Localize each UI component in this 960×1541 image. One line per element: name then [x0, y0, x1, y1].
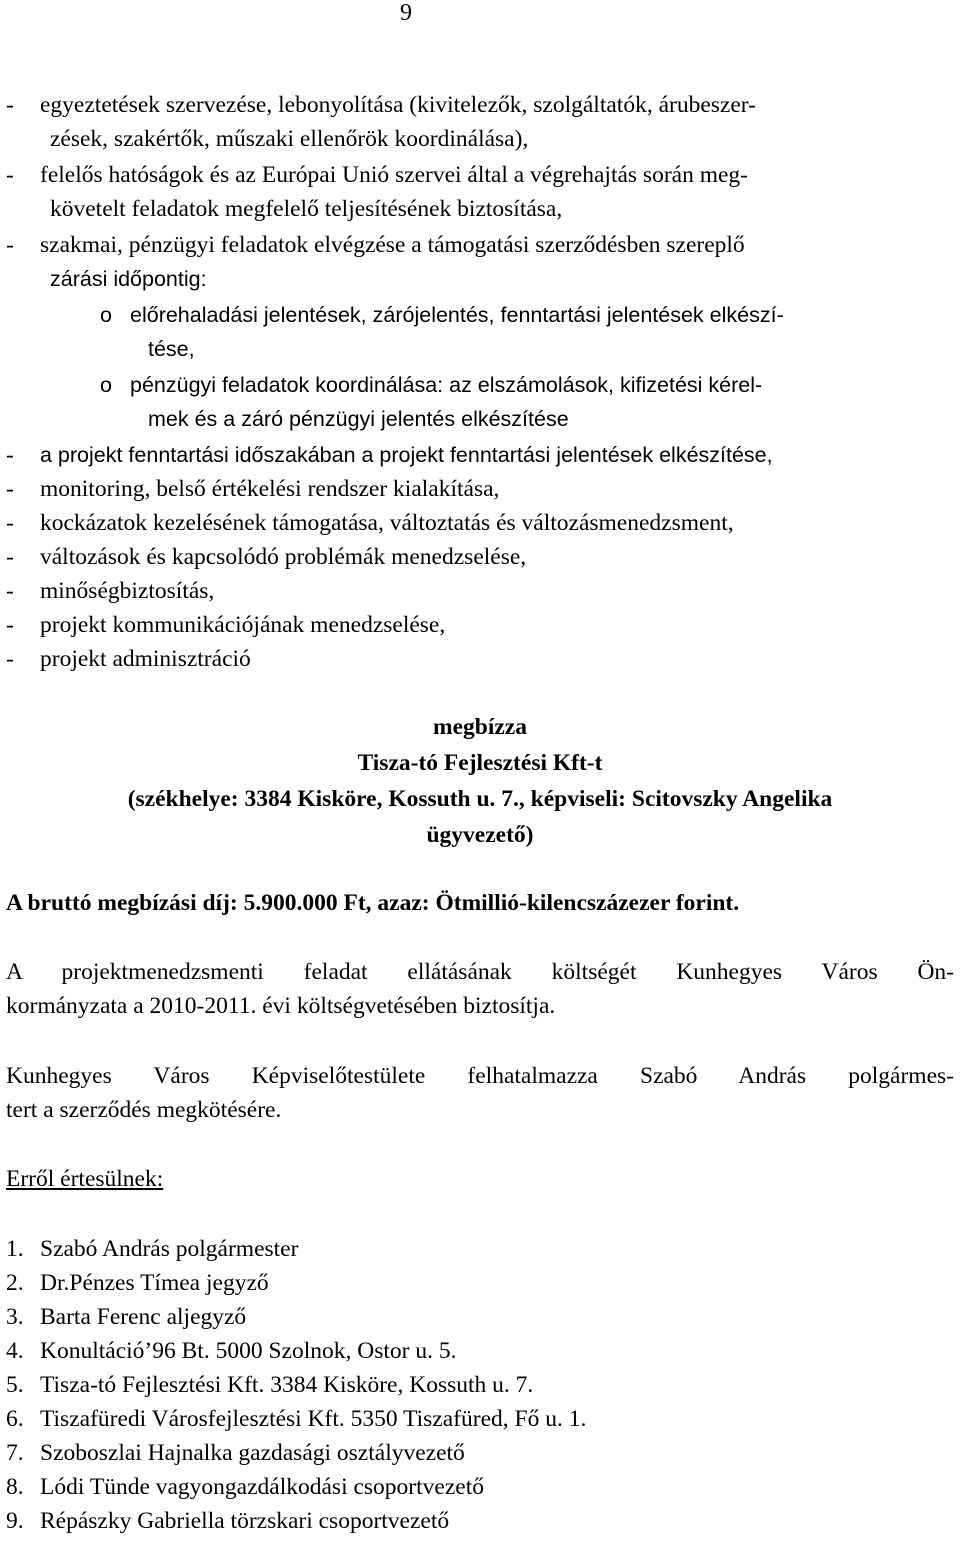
subtask-text-cont: mek és a záró pénzügyi jelentés elkészítése	[148, 407, 569, 431]
recipient-text: Szabó András polgármester	[40, 1236, 299, 1262]
recipient-number: 9.	[6, 1508, 24, 1534]
recipient-text: Konultáció’96 Bt. 5000 Szolnok, Ostor u. 5.	[40, 1338, 457, 1364]
dash-bullet: -	[6, 232, 14, 258]
task-text: monitoring, belső értékelési rendszer kialakítása,	[40, 476, 500, 502]
subtask-text: pénzügyi feladatok koordinálása: az elszámolások, kifizetési kérel-	[130, 373, 763, 397]
recipient-text: Dr.Pénzes Tímea jegyző	[40, 1270, 269, 1296]
mandate-verb: megbízza	[433, 714, 527, 740]
recipient-text: Szoboszlai Hajnalka gazdasági osztályvezető	[40, 1440, 465, 1466]
company-representative: ügyvezető)	[426, 822, 534, 848]
dash-bullet: -	[6, 162, 14, 188]
recipient-number: 7.	[6, 1440, 24, 1466]
recipient-number: 5.	[6, 1372, 24, 1398]
recipient-text: Barta Ferenc aljegyző	[40, 1304, 247, 1330]
task-text: projekt adminisztráció	[40, 646, 251, 672]
company-name: Tisza-tó Fejlesztési Kft-t	[357, 750, 603, 776]
task-text-cont: követelt feladatok megfelelő teljesítésének biztosítása,	[50, 196, 563, 222]
page-number: 9	[400, 0, 412, 26]
task-text: projekt kommunikációjának menedzselése,	[40, 612, 446, 638]
recipient-number: 8.	[6, 1474, 24, 1500]
dash-bullet: -	[6, 544, 14, 570]
recipient-number: 3.	[6, 1304, 24, 1330]
recipient-text: Lódi Tünde vagyongazdálkodási csoportvezető	[40, 1474, 484, 1500]
company-seat: (székhelye: 3384 Kisköre, Kossuth u. 7., képviseli: Scitovszky Angelika	[127, 786, 833, 812]
budget-paragraph-line2: kormányzata a 2010-2011. évi költségvetésében biztosítja.	[6, 993, 556, 1019]
fee-line: A bruttó megbízási díj: 5.900.000 Ft, azaz: Ötmillió-kilencszázezer forint.	[6, 890, 740, 916]
dash-bullet: -	[6, 442, 14, 468]
recipient-text: Répászky Gabriella törzskari csoportvezető	[40, 1508, 450, 1534]
subtask-text: előrehaladási jelentések, zárójelentés, fenntartási jelentések elkészí-	[130, 303, 784, 327]
o-bullet: o	[100, 303, 112, 327]
subtask-text-cont: tése,	[148, 337, 195, 361]
task-text: egyeztetések szervezése, lebonyolítása (kivitelezők, szolgáltatók, árubeszer-	[40, 92, 756, 118]
dash-bullet: -	[6, 578, 14, 604]
recipient-number: 4.	[6, 1338, 24, 1364]
recipient-number: 1.	[6, 1236, 24, 1262]
recipient-text: Tiszafüredi Városfejlesztési Kft. 5350 Tiszafüred, Fő u. 1.	[40, 1406, 587, 1432]
dash-bullet: -	[6, 92, 14, 118]
task-text-cont: zárási időpontig:	[50, 267, 207, 291]
recipient-text: Tisza-tó Fejlesztési Kft. 3384 Kisköre, Kossuth u. 7.	[40, 1372, 534, 1398]
task-text: a projekt fenntartási időszakában a projekt fenntartási jelentések elkészítése,	[40, 443, 773, 467]
task-text: szakmai, pénzügyi feladatok elvégzése a támogatási szerződésben szereplő	[40, 232, 745, 258]
o-bullet: o	[100, 373, 112, 397]
recipient-number: 6.	[6, 1406, 24, 1432]
dash-bullet: -	[6, 646, 14, 672]
task-text: változások és kapcsolódó problémák menedzselése,	[40, 544, 527, 570]
task-text: minőségbiztosítás,	[40, 578, 215, 604]
dash-bullet: -	[6, 510, 14, 536]
dash-bullet: -	[6, 612, 14, 638]
dash-bullet: -	[6, 476, 14, 502]
recipient-number: 2.	[6, 1270, 24, 1296]
budget-paragraph-line1: A projektmenedzsmenti feladat ellátásának költségét Kunhegyes Város Ön-	[6, 959, 954, 985]
authorization-paragraph-line2: tert a szerződés megkötésére.	[6, 1097, 282, 1123]
task-text-cont: zések, szakértők, műszaki ellenőrök koordinálása),	[50, 126, 529, 152]
authorization-paragraph-line1: Kunhegyes Város Képviselőtestülete felhatalmazza Szabó András polgármes-	[6, 1063, 954, 1089]
notify-heading: Erről értesülnek:	[6, 1166, 164, 1192]
task-text: felelős hatóságok és az Európai Unió szervei által a végrehajtás során meg-	[40, 162, 748, 188]
task-text: kockázatok kezelésének támogatása, változtatás és változásmenedzsment,	[40, 510, 734, 536]
